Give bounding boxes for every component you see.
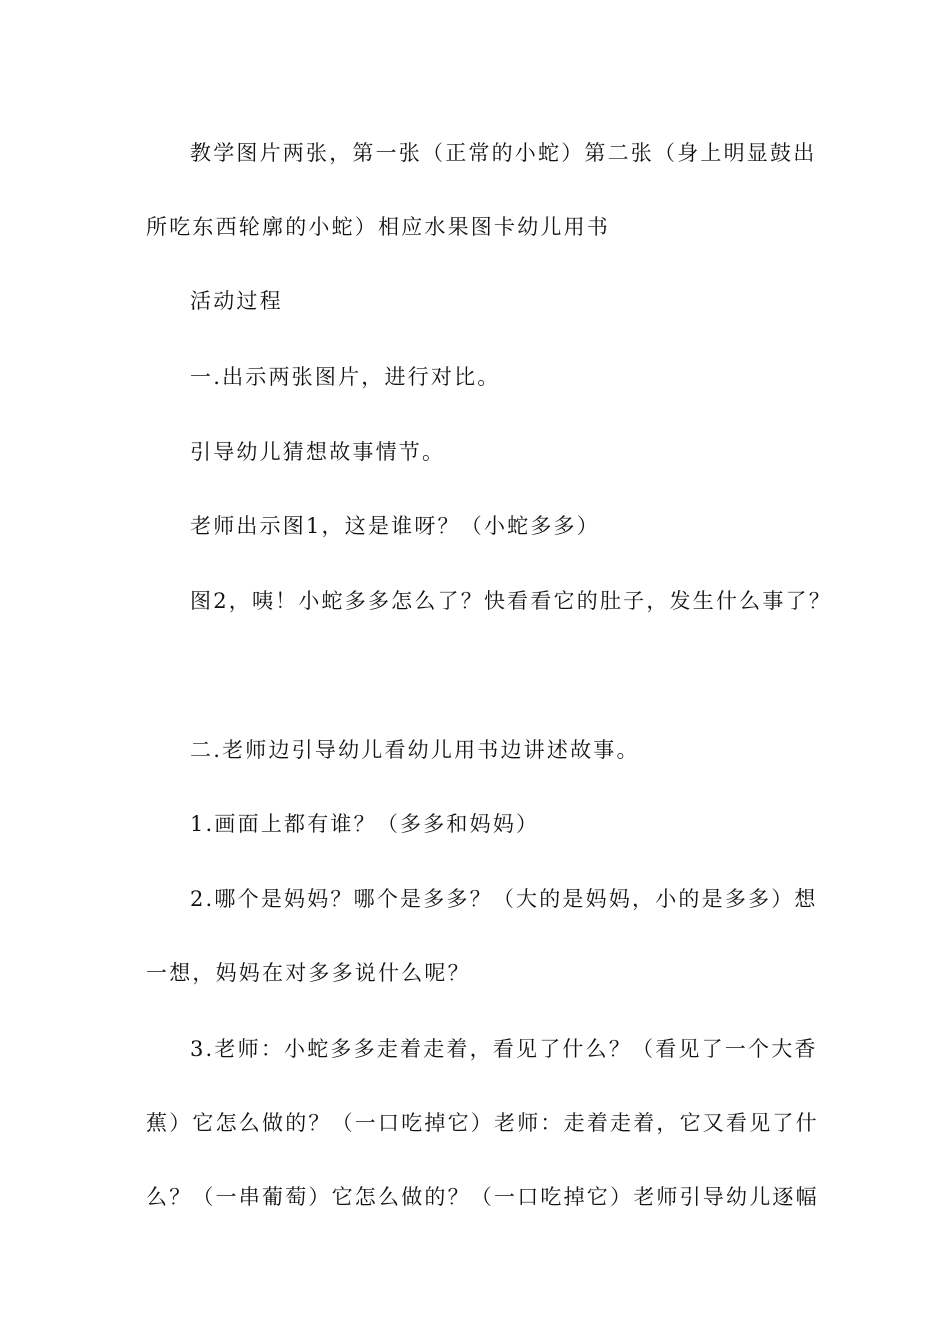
paragraph-show-picture-1: 老师出示图1，这是谁呀？（小蛇多多） [190,514,600,538]
step-two-heading: 二.老师边引导幼儿看幼儿用书边讲述故事。 [190,738,640,762]
question-3-line-2: 蕉）它怎么做的？（一口吃掉它）老师：走着走着，它又看见了什 [146,1111,819,1135]
section-heading-activity-process: 活动过程 [190,289,283,313]
question-3-line-1: 3.老师：小蛇多多走着走着，看见了什么？（看见了一个大香 [190,1037,818,1061]
paragraph-materials-line-2: 所吃东西轮廓的小蛇）相应水果图卡幼儿用书 [146,215,610,239]
question-2-line-1: 2.哪个是妈妈？哪个是多多？（大的是妈妈，小的是多多）想 [190,887,818,911]
paragraph-materials-line-1: 教学图片两张，第一张（正常的小蛇）第二张（身上明显鼓出 [190,141,817,165]
step-one-heading: 一.出示两张图片，进行对比。 [190,365,501,389]
question-2-line-2: 一想，妈妈在对多多说什么呢？ [146,961,471,985]
question-3-line-3: 么？（一串葡萄）它怎么做的？（一口吃掉它）老师引导幼儿逐幅 [146,1185,819,1209]
paragraph-guide-guess: 引导幼儿猜想故事情节。 [190,440,446,464]
paragraph-show-picture-2: 图2，咦！小蛇多多怎么了？快看看它的肚子，发生什么事了？ [190,589,832,613]
question-1: 1.画面上都有谁？（多多和妈妈） [190,812,540,836]
